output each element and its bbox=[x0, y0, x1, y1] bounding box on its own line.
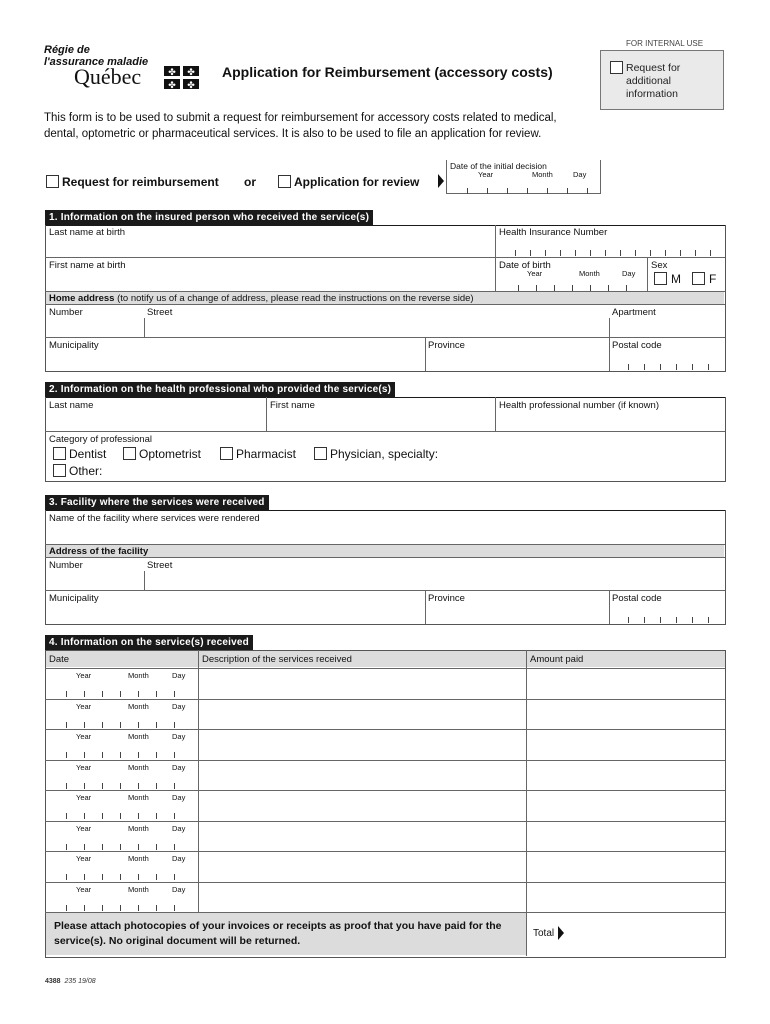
facility-municipality-label: Municipality bbox=[49, 593, 99, 604]
invoice-note: Please attach photocopies of your invoices or receipts as proof that you have paid for the service(s). No original document will be returned. bbox=[54, 920, 502, 947]
row-year-label: Year bbox=[76, 793, 92, 802]
prof-number-label: Health professional number (if known) bbox=[499, 400, 659, 411]
sex-f-label: F bbox=[709, 272, 717, 286]
row-day-label: Day bbox=[172, 854, 186, 863]
section-3-header: 3. Facility where the services were received bbox=[45, 495, 269, 511]
review-checkbox[interactable] bbox=[278, 175, 291, 188]
row-year-label: Year bbox=[76, 671, 92, 680]
dentist-checkbox[interactable] bbox=[53, 447, 66, 460]
row-year-label: Year bbox=[76, 702, 92, 711]
facility-postal-field[interactable] bbox=[612, 615, 722, 623]
postal-code-label: Postal code bbox=[612, 340, 662, 351]
row-day-label: Day bbox=[172, 732, 186, 741]
decision-year-label: Year bbox=[478, 170, 494, 179]
svg-text:✤: ✤ bbox=[168, 67, 176, 77]
org-name: Régie de l'assurance maladie bbox=[44, 44, 149, 68]
total-label: Total bbox=[533, 928, 555, 939]
first-name-field[interactable] bbox=[46, 272, 494, 290]
row-amount-field[interactable] bbox=[528, 730, 722, 758]
row-amount-field[interactable] bbox=[528, 700, 722, 728]
row-description-field[interactable] bbox=[200, 730, 524, 758]
municipality-label: Municipality bbox=[49, 340, 99, 351]
reimbursement-label: Request for reimbursement bbox=[62, 175, 219, 189]
row-month-label: Month bbox=[128, 793, 149, 802]
optometrist-checkbox[interactable] bbox=[123, 447, 136, 460]
other-checkbox[interactable] bbox=[53, 464, 66, 477]
row-day-label: Day bbox=[172, 885, 186, 894]
facility-street-label: Street bbox=[147, 560, 173, 571]
prof-first-name-label: First name bbox=[270, 400, 315, 411]
row-year-label: Year bbox=[76, 885, 92, 894]
row-description-field[interactable] bbox=[200, 791, 524, 819]
row-day-label: Day bbox=[172, 702, 186, 711]
decision-date-label: Date of the initial decision bbox=[450, 161, 547, 171]
postal-code-field[interactable] bbox=[612, 362, 722, 370]
dob-field[interactable] bbox=[500, 283, 646, 291]
description-column-header: Description of the services received bbox=[202, 654, 352, 665]
internal-use-label: FOR INTERNAL USE bbox=[626, 39, 704, 48]
sex-f-checkbox[interactable] bbox=[692, 272, 705, 285]
quebec-wordmark: Québec bbox=[74, 64, 142, 89]
row-day-label: Day bbox=[172, 824, 186, 833]
form-title: Application for Reimbursement (accessory costs) bbox=[222, 64, 553, 80]
row-year-label: Year bbox=[76, 824, 92, 833]
review-label: Application for review bbox=[294, 175, 420, 189]
decision-month-label: Month bbox=[532, 170, 553, 179]
facility-province-label: Province bbox=[428, 593, 465, 604]
row-day-label: Day bbox=[172, 671, 186, 680]
row-month-label: Month bbox=[128, 763, 149, 772]
prof-last-name-label: Last name bbox=[49, 400, 94, 411]
row-description-field[interactable] bbox=[200, 761, 524, 789]
section-4-header: 4. Information on the service(s) received bbox=[45, 635, 253, 651]
row-amount-field[interactable] bbox=[528, 669, 722, 697]
row-amount-field[interactable] bbox=[528, 761, 722, 789]
dob-label: Date of birth bbox=[499, 260, 551, 271]
date-column-header: Date bbox=[49, 654, 70, 665]
or-label: or bbox=[244, 175, 256, 189]
facility-postal-label: Postal code bbox=[612, 593, 662, 604]
row-amount-field[interactable] bbox=[528, 852, 722, 880]
row-description-field[interactable] bbox=[200, 700, 524, 728]
dob-year-label: Year bbox=[527, 269, 543, 278]
row-description-field[interactable] bbox=[200, 852, 524, 880]
row-day-label: Day bbox=[172, 763, 186, 772]
amount-column-header: Amount paid bbox=[530, 654, 584, 665]
home-address-label: Home address (to notify us of a change of address, please read the instructions on the reverse side) bbox=[49, 293, 474, 304]
arrow-right-icon bbox=[438, 174, 444, 188]
row-year-label: Year bbox=[76, 854, 92, 863]
hin-field[interactable] bbox=[500, 248, 722, 256]
address-street-label: Street bbox=[147, 307, 173, 318]
svg-text:✤: ✤ bbox=[168, 80, 176, 90]
row-month-label: Month bbox=[128, 671, 149, 680]
optometrist-label: Optometrist bbox=[139, 447, 202, 461]
physician-checkbox[interactable] bbox=[314, 447, 327, 460]
facility-name-label: Name of the facility where services were rendered bbox=[49, 513, 260, 524]
sex-m-checkbox[interactable] bbox=[654, 272, 667, 285]
facility-street-field[interactable] bbox=[146, 571, 722, 589]
other-label: Other: bbox=[69, 464, 103, 478]
request-additional-checkbox[interactable] bbox=[610, 61, 623, 74]
row-amount-field[interactable] bbox=[528, 822, 722, 850]
sex-m-label: M bbox=[671, 272, 681, 286]
intro-text: This form is to be used to submit a request for reimbursement for accessory costs related to medical, dental, optometric or pharmaceutical services. It is also to be used to file an application for review. bbox=[44, 112, 557, 140]
fleur-de-lis-flag-logo bbox=[164, 66, 200, 90]
row-day-label: Day bbox=[172, 793, 186, 802]
svg-text:✤: ✤ bbox=[187, 80, 195, 90]
form-code: 4388 235 19/08 bbox=[45, 978, 96, 985]
address-apartment-label: Apartment bbox=[612, 307, 656, 318]
facility-address-label: Address of the facility bbox=[49, 546, 149, 557]
section-2-header: 2. Information on the health professional who provided the service(s) bbox=[45, 382, 395, 398]
row-description-field[interactable] bbox=[200, 669, 524, 697]
row-amount-field[interactable] bbox=[528, 883, 722, 911]
decision-day-label: Day bbox=[573, 170, 587, 179]
row-month-label: Month bbox=[128, 854, 149, 863]
facility-name-field[interactable] bbox=[46, 525, 722, 543]
last-name-label: Last name at birth bbox=[49, 227, 126, 238]
row-year-label: Year bbox=[76, 763, 92, 772]
physician-label: Physician, specialty: bbox=[330, 447, 439, 461]
address-number-label: Number bbox=[49, 307, 83, 318]
address-street-field[interactable] bbox=[146, 318, 606, 336]
pharmacist-label: Pharmacist bbox=[236, 447, 297, 461]
row-month-label: Month bbox=[128, 824, 149, 833]
total-arrow-icon bbox=[558, 926, 564, 940]
row-description-field[interactable] bbox=[200, 883, 524, 911]
svg-text:✤: ✤ bbox=[187, 67, 195, 77]
dob-month-label: Month bbox=[579, 269, 600, 278]
total-field[interactable] bbox=[568, 914, 723, 954]
row-month-label: Month bbox=[128, 702, 149, 711]
row-year-label: Year bbox=[76, 732, 92, 741]
row-month-label: Month bbox=[128, 732, 149, 741]
section-1-header: 1. Information on the insured person who received the service(s) bbox=[45, 210, 373, 226]
first-name-label: First name at birth bbox=[49, 260, 126, 271]
facility-number-label: Number bbox=[49, 560, 83, 571]
row-month-label: Month bbox=[128, 885, 149, 894]
category-label: Category of professional bbox=[49, 434, 152, 445]
pharmacist-checkbox[interactable] bbox=[220, 447, 233, 460]
row-amount-field[interactable] bbox=[528, 791, 722, 819]
province-label: Province bbox=[428, 340, 465, 351]
dob-day-label: Day bbox=[622, 269, 636, 278]
dentist-label: Dentist bbox=[69, 447, 107, 461]
hin-label: Health Insurance Number bbox=[499, 227, 608, 238]
request-additional-label: Request for additional information bbox=[626, 62, 681, 100]
sex-label: Sex bbox=[651, 260, 668, 271]
reimbursement-checkbox[interactable] bbox=[46, 175, 59, 188]
last-name-field[interactable] bbox=[46, 238, 494, 256]
row-description-field[interactable] bbox=[200, 822, 524, 850]
